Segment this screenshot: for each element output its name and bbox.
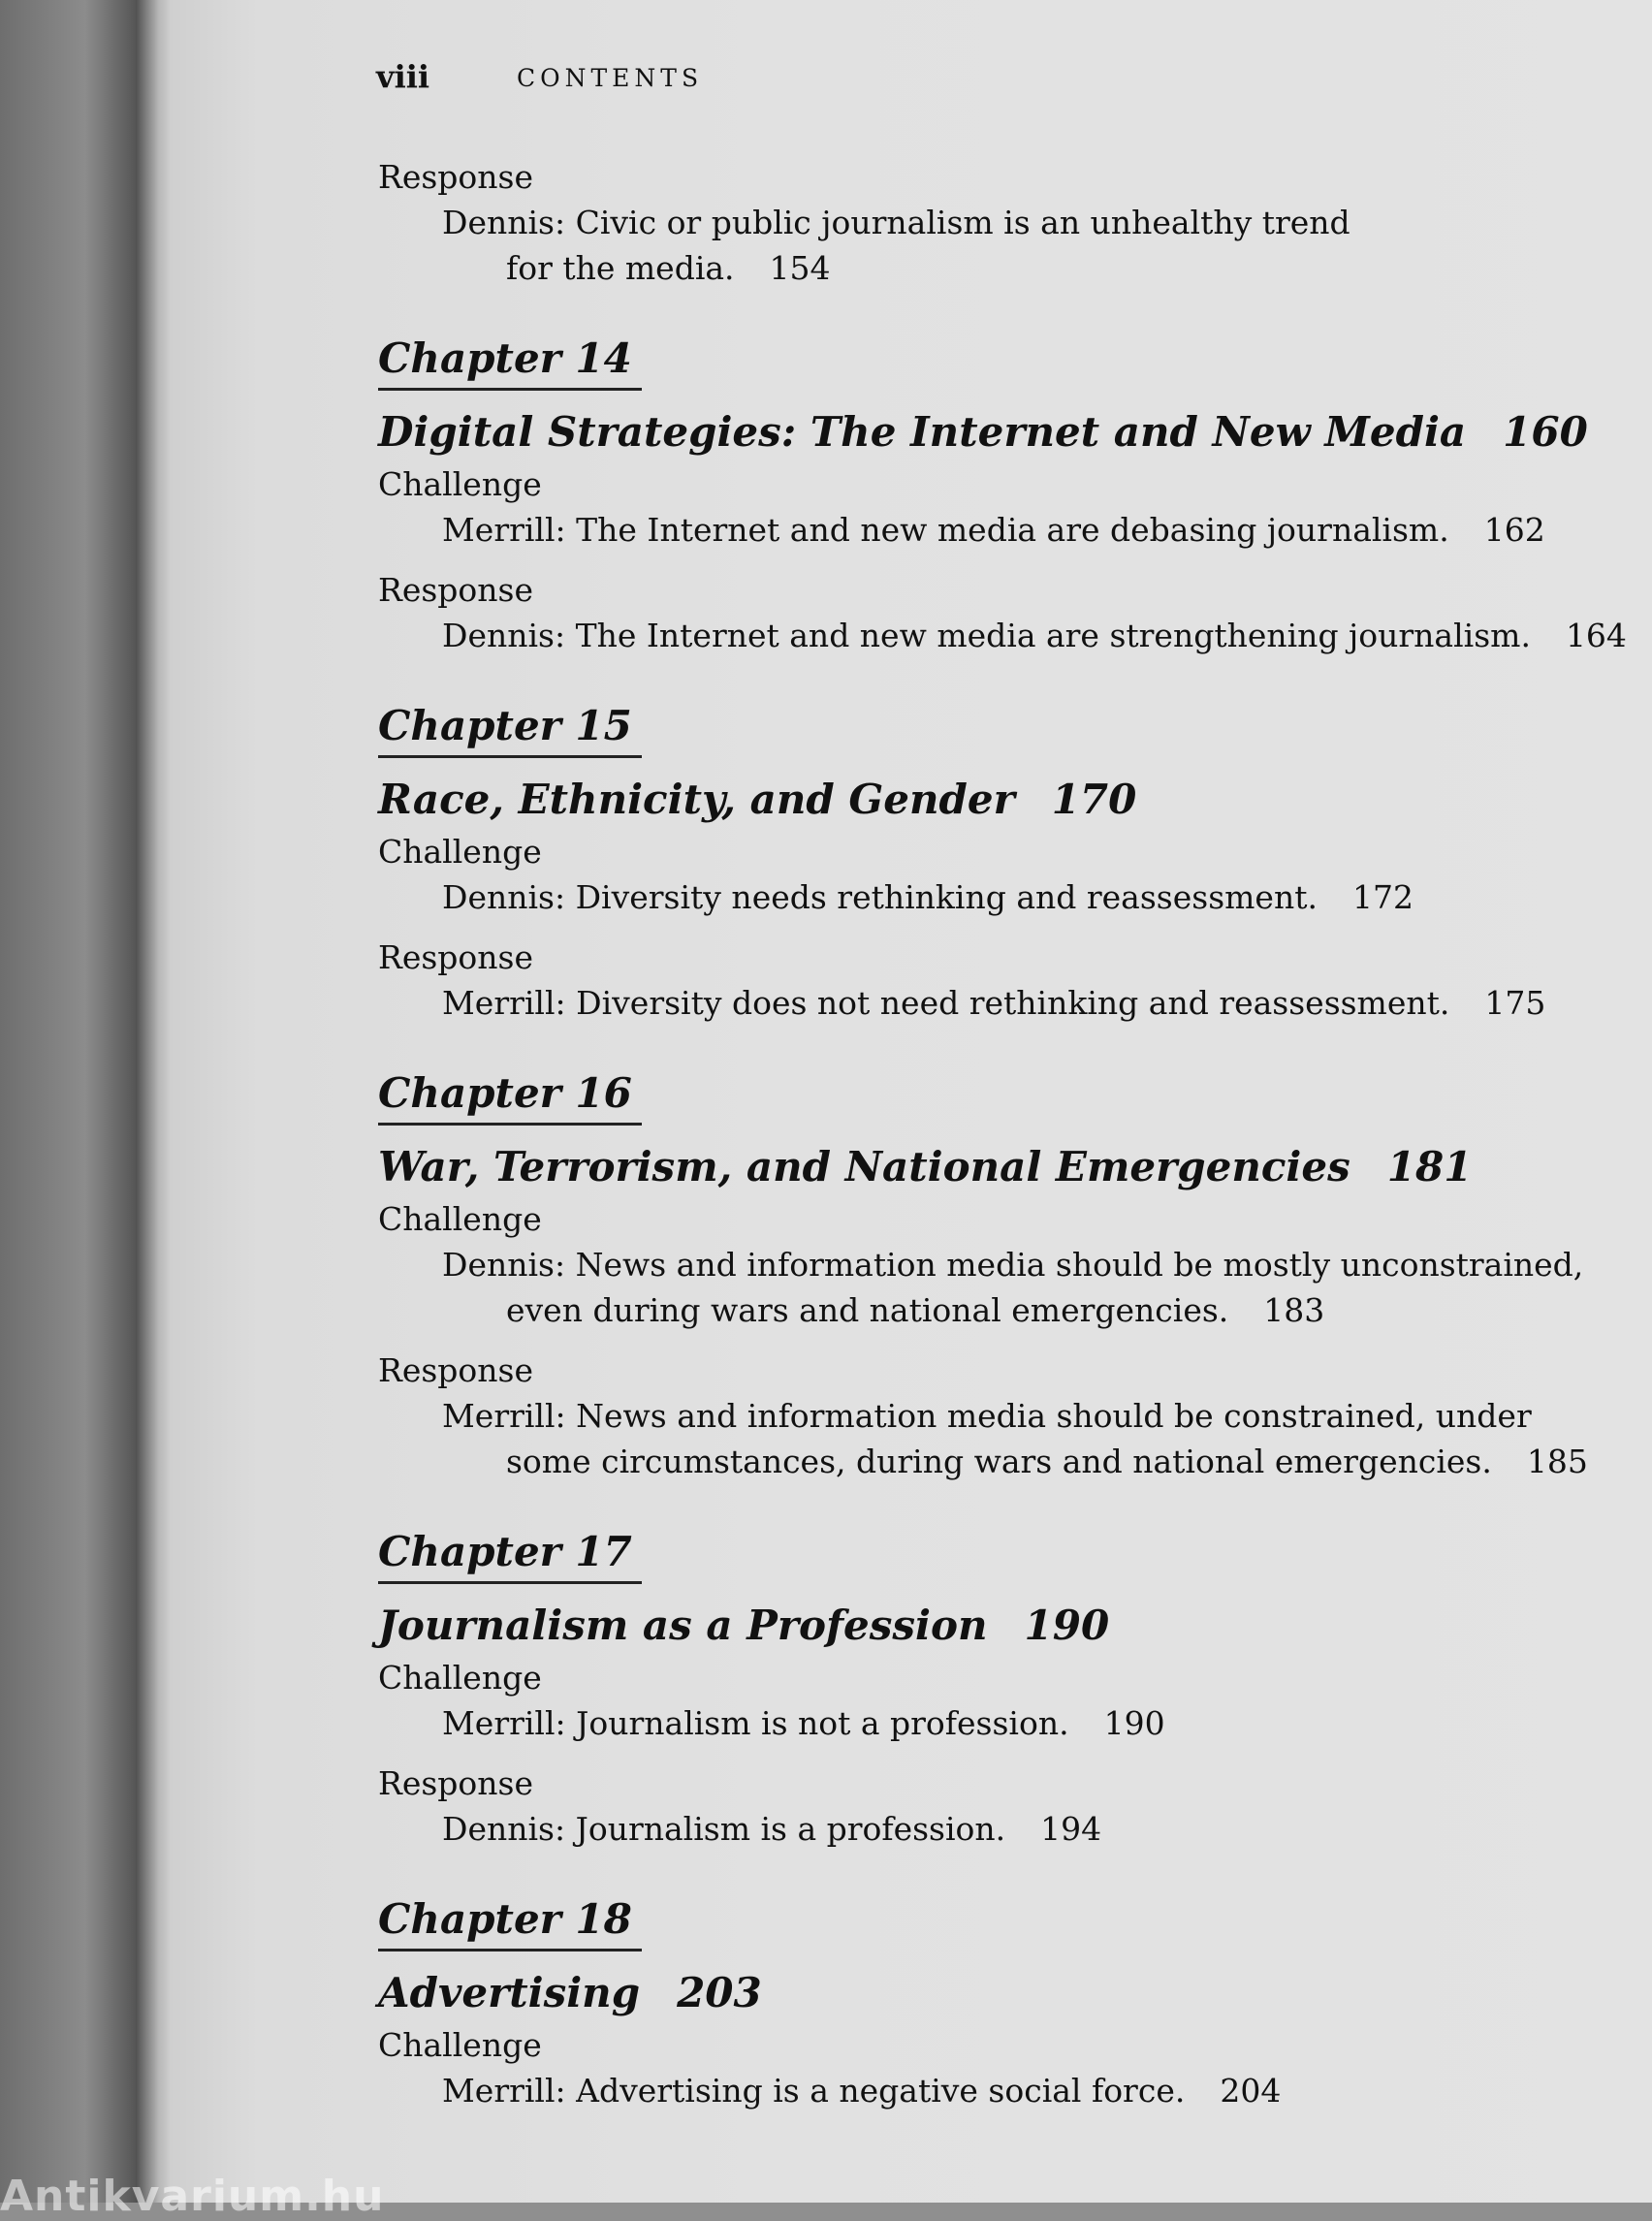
chapter-18 (378, 1890, 1629, 2113)
page-number: 190 (1024, 1602, 1110, 1649)
page-folio: viii (376, 58, 430, 95)
entry-line: even during wars and national emergencies. 183 (506, 1291, 1325, 1329)
chapter-label: Chapter 16 (378, 1064, 642, 1126)
response-label: Response (378, 158, 534, 196)
chapter-label: Chapter 18 (378, 1890, 642, 1951)
page-number: 194 (1040, 1810, 1102, 1848)
entry-line: Dennis: The Internet and new media are strengthening journalism. 164 (442, 617, 1627, 654)
response-label: Response (378, 571, 534, 609)
page-number: 162 (1483, 511, 1545, 549)
chapter-title: Digital Strategies: The Internet and New Media 160 (378, 408, 1588, 456)
entry-line: Dennis: Diversity needs rethinking and reassessment. 172 (442, 878, 1414, 916)
page-number: 204 (1220, 2072, 1282, 2110)
challenge-label: Challenge (378, 833, 542, 871)
entry-line: Dennis: Civic or public journalism is an unhealthy trend (442, 204, 1350, 241)
page-number: 183 (1263, 1291, 1325, 1329)
challenge-label: Challenge (378, 1200, 542, 1238)
chapter-title: Race, Ethnicity, and Gender 170 (378, 776, 1137, 823)
page-number: 170 (1051, 776, 1137, 823)
page-number: 175 (1484, 984, 1546, 1022)
chapter-label: Chapter 15 (378, 697, 642, 758)
response-block-ch13 (378, 155, 1629, 291)
book-page (170, 0, 1652, 2203)
entry-line: Dennis: News and information media should be mostly unconstrained, (442, 1246, 1584, 1284)
chapter-title: Journalism as a Profession 190 (378, 1602, 1110, 1649)
response-label: Response (378, 1764, 534, 1802)
book-spine-shadow (0, 0, 155, 2203)
chapter-15 (378, 697, 1629, 1026)
chapter-label: Chapter 14 (378, 330, 642, 391)
entry-line: Merrill: Diversity does not need rethinking and reassessment. 175 (442, 984, 1546, 1022)
entry-line: Merrill: The Internet and new media are debasing journalism. 162 (442, 511, 1545, 549)
response-label: Response (378, 938, 534, 976)
chapter-14 (378, 330, 1629, 658)
page-number: 203 (677, 1969, 762, 2016)
chapter-label: Chapter 17 (378, 1523, 642, 1584)
page-number: 164 (1565, 617, 1627, 654)
challenge-label: Challenge (378, 2026, 542, 2064)
page-number: 181 (1386, 1143, 1473, 1190)
running-head-title: CONTENTS (517, 64, 704, 92)
page-number: 185 (1526, 1443, 1588, 1480)
chapter-17 (378, 1523, 1629, 1852)
response-label: Response (378, 1351, 534, 1389)
challenge-label: Challenge (378, 1659, 542, 1697)
chapter-title: War, Terrorism, and National Emergencies 181 (378, 1143, 1473, 1190)
chapter-16 (378, 1064, 1629, 1484)
entry-line: for the media. 154 (506, 249, 831, 287)
page-number: 154 (769, 249, 831, 287)
page-edge (136, 0, 175, 2203)
page-number: 190 (1103, 1704, 1165, 1742)
entry-line: Dennis: Journalism is a profession. 194 (442, 1810, 1102, 1848)
chapter-title: Advertising 203 (378, 1969, 762, 2016)
page-number: 160 (1503, 408, 1588, 456)
entry-line: Merrill: Advertising is a negative social force. 204 (442, 2072, 1282, 2110)
page-number: 172 (1351, 878, 1414, 916)
entry-line: Merrill: News and information media should be constrained, under (442, 1397, 1532, 1435)
challenge-label: Challenge (378, 465, 542, 503)
running-head (376, 58, 704, 95)
contents-list (378, 155, 1629, 2113)
entry-line: some circumstances, during wars and national emergencies. 185 (506, 1443, 1588, 1480)
entry-line: Merrill: Journalism is not a profession. 190 (442, 1704, 1165, 1742)
watermark: Antikvarium.hu (0, 2172, 385, 2221)
